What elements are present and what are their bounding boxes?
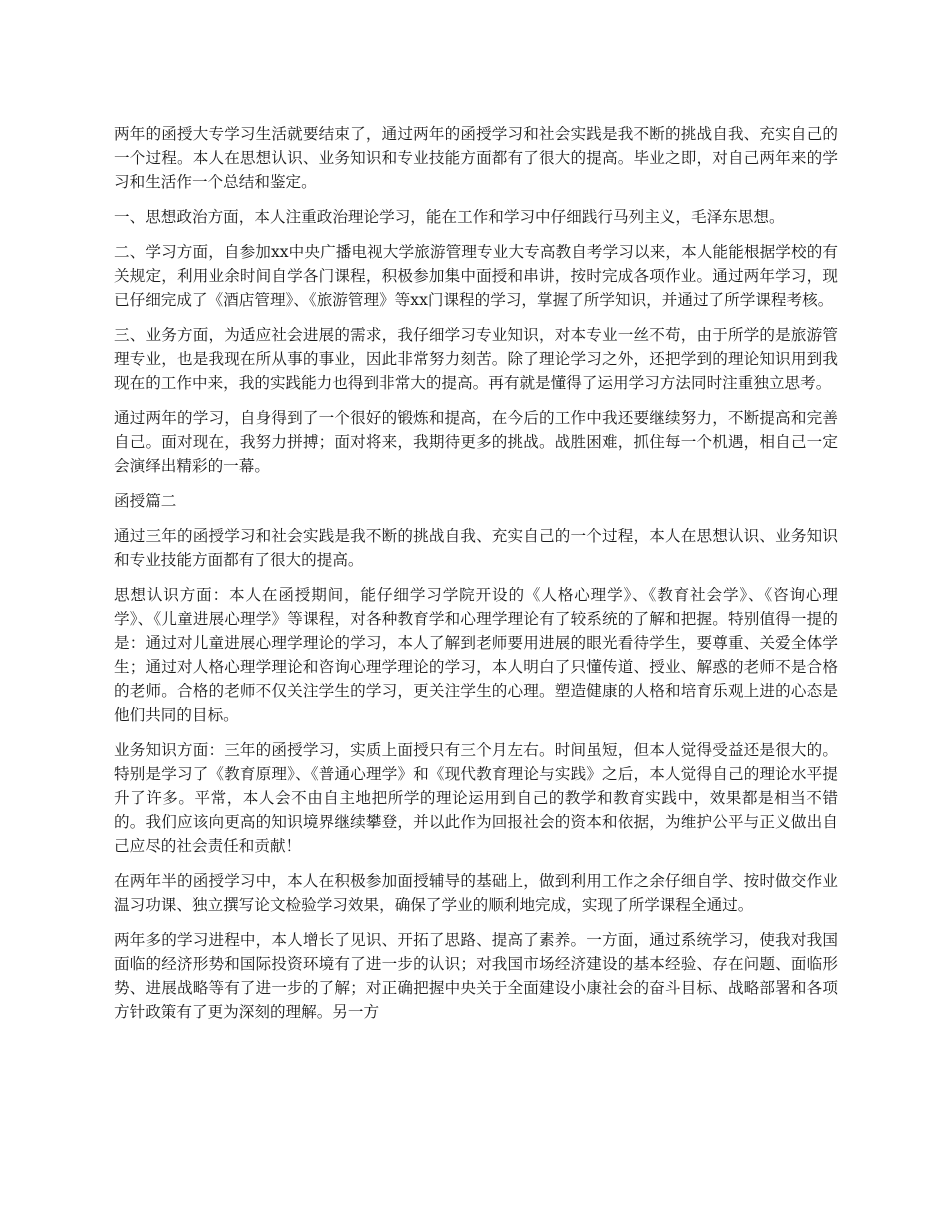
paragraph-thinking: 思想认识方面：本人在函授期间，能仔细学习学院开设的《人格心理学》、《教育社会学》、《咨询心理学》、《儿童进展心理学》等课程，对各种教育学和心理学理论有了较系统的了解和把握。特别值得一提的是：通过对儿童进展心理学理论的学习，本人了解到老师要用进展的眼光看待学生，要尊重、关爱全体学生；通过对人格心理学理论和咨询心理学理论的学习，本人明白了只懂传道、授业、解惑的老师不是合格的老师。合格的老师不仅关注学生的学习，更关注学生的心理。塑造健康的人格和培育乐观上进的心态是他们共同的目标。 bbox=[114, 586, 838, 724]
paragraph-intro: 两年的函授大专学习生活就要结束了，通过两年的函授学习和社会实践是我不断的挑战自我、充实自己的一个过程。本人在思想认识、业务知识和专业技能方面都有了很大的提高。毕业之即，对自己两年来的学习和生活作一个总结和鉴定。 bbox=[114, 125, 838, 191]
section-heading-part-two: 函授篇二 bbox=[114, 492, 177, 510]
paragraph-growth: 两年多的学习进程中，本人增长了见识、开拓了思路、提高了素养。一方面，通过系统学习，使我对我国面临的经济形势和国际投资环境有了进一步的认识；对我国市场经济建设的基本经验、存在问题、面临形势、进展战略等有了进一步的了解；对正确把握中央关于全面建设小康社会的奋斗目标、战略部署和各项方针政策有了更为深刻的理解。另一方 bbox=[114, 931, 838, 1021]
paragraph-study-progress: 在两年半的函授学习中，本人在积极参加面授辅导的基础上，做到利用工作之余仔细自学、按时做交作业温习功课、独立撰写论文检验学习效果，确保了学业的顺利地完成，实现了所学课程全通过。 bbox=[114, 872, 838, 914]
paragraph-business: 三、业务方面，为适应社会进展的需求，我仔细学习专业知识，对本专业一丝不苟，由于所学的是旅游管理专业，也是我现在所从事的事业，因此非常努力刻苦。除了理论学习之外，还把学到的理论知识用到我现在的工作中来，我的实践能力也得到非常大的提高。再有就是懂得了运用学习方法同时注重独立思考。 bbox=[114, 326, 838, 392]
paragraph-conclusion: 通过两年的学习，自身得到了一个很好的锻炼和提高，在今后的工作中我还要继续努力，不断提高和完善自己。面对现在，我努力拼搏；面对将来，我期待更多的挑战。战胜困难，抓住每一个机遇，相自己一定会演绎出精彩的一幕。 bbox=[114, 409, 838, 475]
document-body bbox=[114, 122, 838, 1035]
paragraph-political: 一、思想政治方面，本人注重政治理论学习，能在工作和学习中仔细践行马列主义，毛泽东思想。 bbox=[114, 208, 785, 226]
paragraph-study: 二、学习方面，自参加xx中央广播电视大学旅游管理专业大专高教自考学习以来，本人能能根据学校的有关规定，利用业余时间自学各门课程，积极参加集中面授和串讲，按时完成各项作业。通过两年学习，现已仔细完成了《酒店管理》、《旅游管理》等xx门课程的学习，掌握了所学知识，并通过了所学课程考核。 bbox=[114, 243, 838, 309]
paragraph-professional-knowledge: 业务知识方面：三年的函授学习，实质上面授只有三个月左右。时间虽短，但本人觉得受益还是很大的。特别是学习了《教育原理》、《普通心理学》和《现代教育理论与实践》之后，本人觉得自己的理论水平提升了许多。平常，本人会不由自主地把所学的理论运用到自己的教学和教育实践中，效果都是相当不错的。我们应该向更高的知识境界继续攀登，并以此作为回报社会的资本和依据，为维护公平与正义做出自己应尽的社会责任和贡献！ bbox=[114, 741, 838, 855]
paragraph-part-two-intro: 通过三年的函授学习和社会实践是我不断的挑战自我、充实自己的一个过程，本人在思想认识、业务知识和专业技能方面都有了很大的提高。 bbox=[114, 527, 838, 569]
